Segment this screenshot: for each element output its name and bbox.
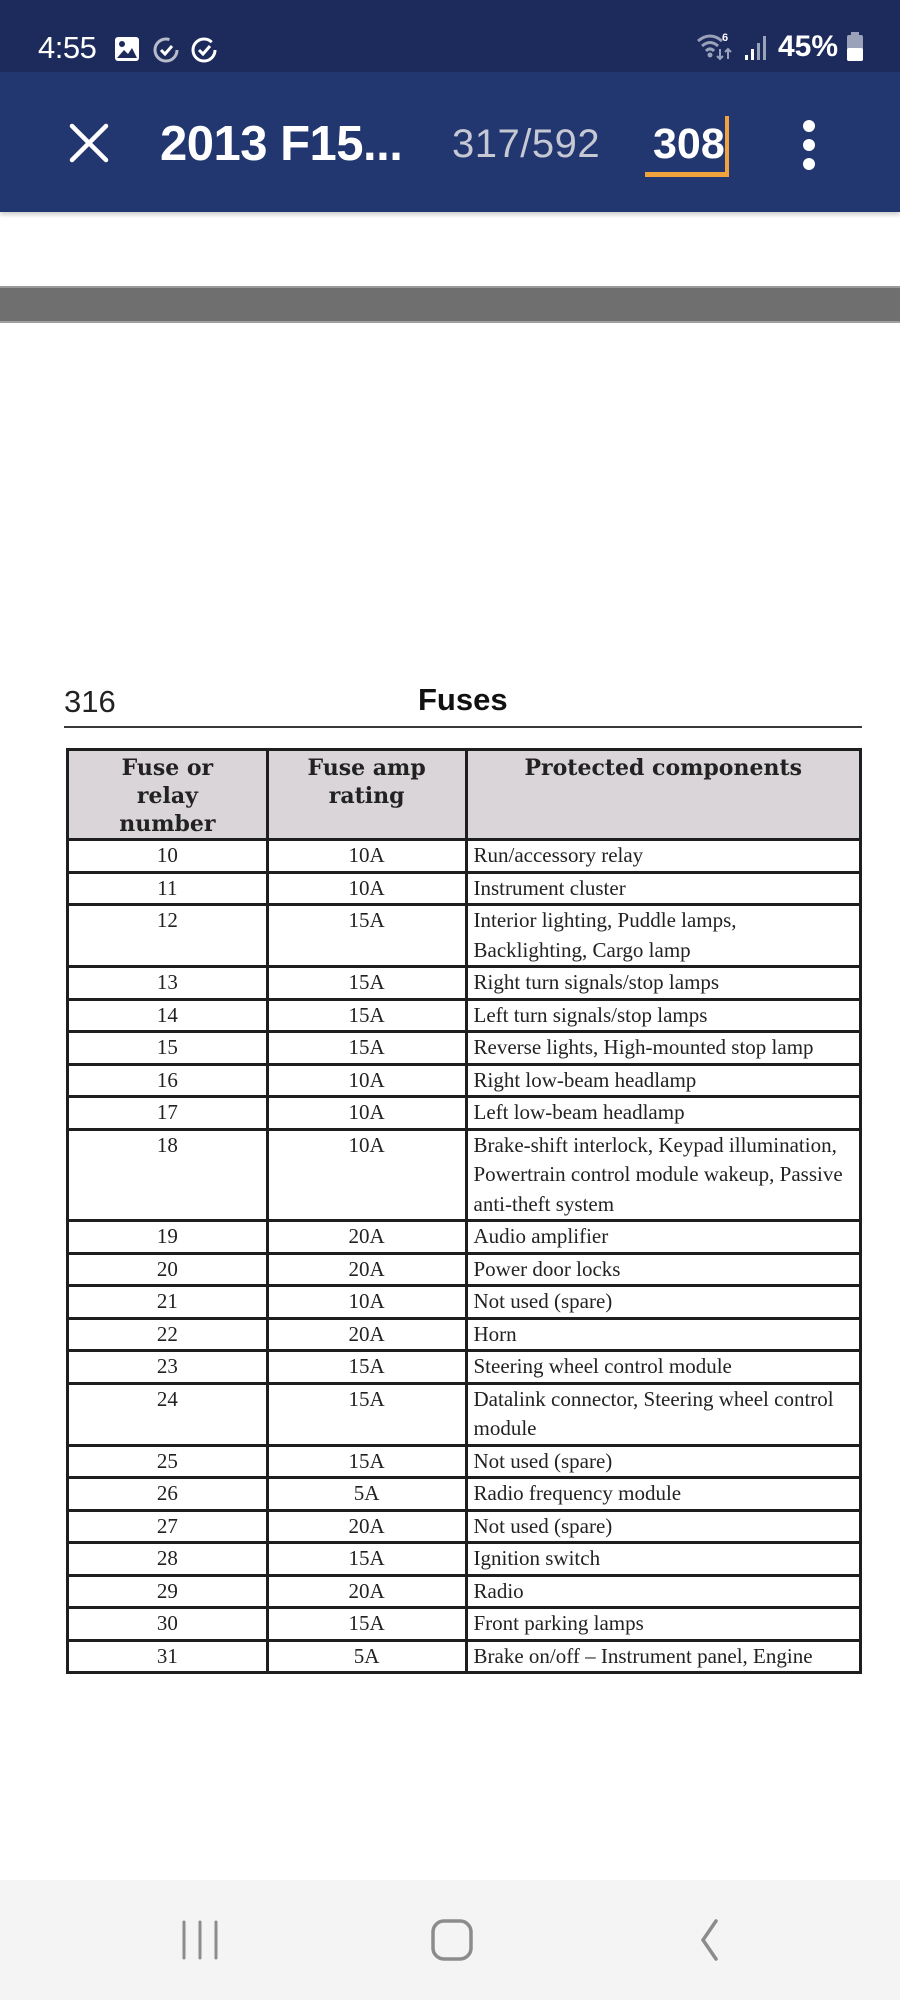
- table-row: [68, 967, 861, 1000]
- table-row: [68, 1640, 861, 1673]
- protected-components: Audio amplifier: [466, 1221, 861, 1254]
- fuse-number: 17: [68, 1097, 268, 1130]
- table-row: [68, 1318, 861, 1351]
- amp-rating: 15A: [267, 1608, 466, 1641]
- table-row: [68, 999, 861, 1032]
- amp-rating: 10A: [267, 1064, 466, 1097]
- protected-components: Ignition switch: [466, 1543, 861, 1576]
- protected-components: Not used (spare): [466, 1510, 861, 1543]
- amp-rating: 20A: [267, 1575, 466, 1608]
- protected-components: Run/accessory relay: [466, 840, 861, 873]
- fuse-number: 11: [68, 872, 268, 905]
- table-row: [68, 1253, 861, 1286]
- amp-rating: 20A: [267, 1253, 466, 1286]
- table-header-row: [68, 750, 861, 840]
- protected-components: Radio: [466, 1575, 861, 1608]
- fuse-number: 18: [68, 1129, 268, 1221]
- amp-rating: 5A: [267, 1478, 466, 1511]
- amp-rating: 5A: [267, 1640, 466, 1673]
- table-row: [68, 1383, 861, 1445]
- fuse-number: 12: [68, 905, 268, 967]
- amp-rating: 15A: [267, 905, 466, 967]
- protected-components: Not used (spare): [466, 1286, 861, 1319]
- table-row: [68, 1097, 861, 1130]
- check-circle-icon: [152, 36, 180, 64]
- amp-rating: 15A: [267, 1383, 466, 1445]
- fuse-number: 27: [68, 1510, 268, 1543]
- table-row: [68, 1543, 861, 1576]
- table-row: [68, 1608, 861, 1641]
- amp-rating: 20A: [267, 1318, 466, 1351]
- wifi-6-icon: [696, 31, 736, 63]
- page-separator: [0, 286, 900, 323]
- protected-components: Brake on/off – Instrument panel, Engine: [466, 1640, 861, 1673]
- fuse-number: 30: [68, 1608, 268, 1641]
- amp-rating: 15A: [267, 1032, 466, 1065]
- heading-rule: [64, 726, 862, 728]
- protected-components: Reverse lights, High-mounted stop lamp: [466, 1032, 861, 1065]
- fuse-number: 13: [68, 967, 268, 1000]
- fuse-number: 23: [68, 1351, 268, 1384]
- more-vert-dot: [803, 139, 815, 151]
- amp-rating: 10A: [267, 872, 466, 905]
- fuse-number: 24: [68, 1383, 268, 1445]
- status-right: [696, 30, 864, 64]
- table-row: [68, 1351, 861, 1384]
- amp-rating: 10A: [267, 840, 466, 873]
- table-row: [68, 1221, 861, 1254]
- back-button[interactable]: [686, 1918, 736, 1962]
- table-row: [68, 1575, 861, 1608]
- fuse-number: 15: [68, 1032, 268, 1065]
- protected-components: Brake-shift interlock, Keypad illumination, Powertrain control module wakeup, Passive anti-theft system: [466, 1129, 861, 1221]
- amp-rating: 15A: [267, 967, 466, 1000]
- protected-components: Interior lighting, Puddle lamps, Backlighting, Cargo lamp: [466, 905, 861, 967]
- table-row: [68, 1478, 861, 1511]
- table-row: [68, 1510, 861, 1543]
- fuse-number: 20: [68, 1253, 268, 1286]
- protected-components: Radio frequency module: [466, 1478, 861, 1511]
- status-time: 4:55: [38, 30, 97, 65]
- amp-rating: 15A: [267, 1543, 466, 1576]
- more-vert-icon: [803, 120, 815, 132]
- more-vert-dot: [803, 158, 815, 170]
- battery-percent: 45%: [777, 30, 838, 63]
- gallery-icon: [114, 36, 140, 62]
- amp-rating: 15A: [267, 1445, 466, 1478]
- document-title: 2013 F15...: [160, 117, 403, 171]
- fuse-number: 28: [68, 1543, 268, 1576]
- table-row: [68, 840, 861, 873]
- fuse-number: 22: [68, 1318, 268, 1351]
- amp-rating: 20A: [267, 1510, 466, 1543]
- fuse-number: 10: [68, 840, 268, 873]
- fuse-number: 14: [68, 999, 268, 1032]
- fuse-table: [66, 748, 862, 1674]
- protected-components: Right low-beam headlamp: [466, 1064, 861, 1097]
- protected-components: Left low-beam headlamp: [466, 1097, 861, 1130]
- amp-rating: 10A: [267, 1129, 466, 1221]
- svg-text:6: 6: [721, 32, 729, 44]
- status-bar: [0, 0, 900, 72]
- header-fuse-number: Fuse or relay number: [68, 750, 268, 840]
- amp-rating: 20A: [267, 1221, 466, 1254]
- more-options-button[interactable]: [796, 120, 822, 170]
- table-row: [68, 1129, 861, 1221]
- amp-rating: 15A: [267, 1351, 466, 1384]
- navigation-bar: [0, 1880, 900, 2000]
- printed-page-number: 316: [64, 684, 116, 719]
- page-count: 317/592: [452, 122, 601, 166]
- text-caret: [725, 116, 729, 172]
- fuse-number: 31: [68, 1640, 268, 1673]
- protected-components: Right turn signals/stop lamps: [466, 967, 861, 1000]
- home-icon: [428, 1918, 478, 1962]
- protected-components: Horn: [466, 1318, 861, 1351]
- protected-components: Not used (spare): [466, 1445, 861, 1478]
- page-number-value[interactable]: 308: [653, 120, 725, 168]
- protected-components: Datalink connector, Steering wheel control module: [466, 1383, 861, 1445]
- protected-components: Front parking lamps: [466, 1608, 861, 1641]
- app-bar: [0, 72, 900, 212]
- amp-rating: 10A: [267, 1286, 466, 1319]
- back-icon: [686, 1918, 736, 1962]
- close-button[interactable]: [68, 122, 110, 164]
- check-circle-icon: [190, 36, 218, 64]
- table-row: [68, 905, 861, 967]
- page-number-input[interactable]: [645, 116, 729, 177]
- close-icon: [68, 122, 110, 164]
- signal-icon: [744, 33, 770, 61]
- fuse-number: 19: [68, 1221, 268, 1254]
- fuse-table-body: [68, 840, 861, 1673]
- fuse-number: 16: [68, 1064, 268, 1097]
- protected-components: Instrument cluster: [466, 872, 861, 905]
- protected-components: Power door locks: [466, 1253, 861, 1286]
- header-amp-rating: Fuse amp rating: [267, 750, 466, 840]
- table-row: [68, 1064, 861, 1097]
- battery-icon: [846, 32, 864, 62]
- table-row: [68, 1445, 861, 1478]
- home-button[interactable]: [428, 1918, 478, 1962]
- recent-apps-button[interactable]: [176, 1918, 226, 1962]
- fuse-number: 26: [68, 1478, 268, 1511]
- recent-apps-icon: [176, 1918, 226, 1962]
- fuse-number: 21: [68, 1286, 268, 1319]
- header-protected-components: Protected components: [466, 750, 861, 840]
- protected-components: Steering wheel control module: [466, 1351, 861, 1384]
- table-row: [68, 1286, 861, 1319]
- amp-rating: 10A: [267, 1097, 466, 1130]
- section-heading: Fuses: [418, 682, 508, 717]
- table-row: [68, 1032, 861, 1065]
- table-row: [68, 872, 861, 905]
- amp-rating: 15A: [267, 999, 466, 1032]
- fuse-number: 25: [68, 1445, 268, 1478]
- fuse-number: 29: [68, 1575, 268, 1608]
- protected-components: Left turn signals/stop lamps: [466, 999, 861, 1032]
